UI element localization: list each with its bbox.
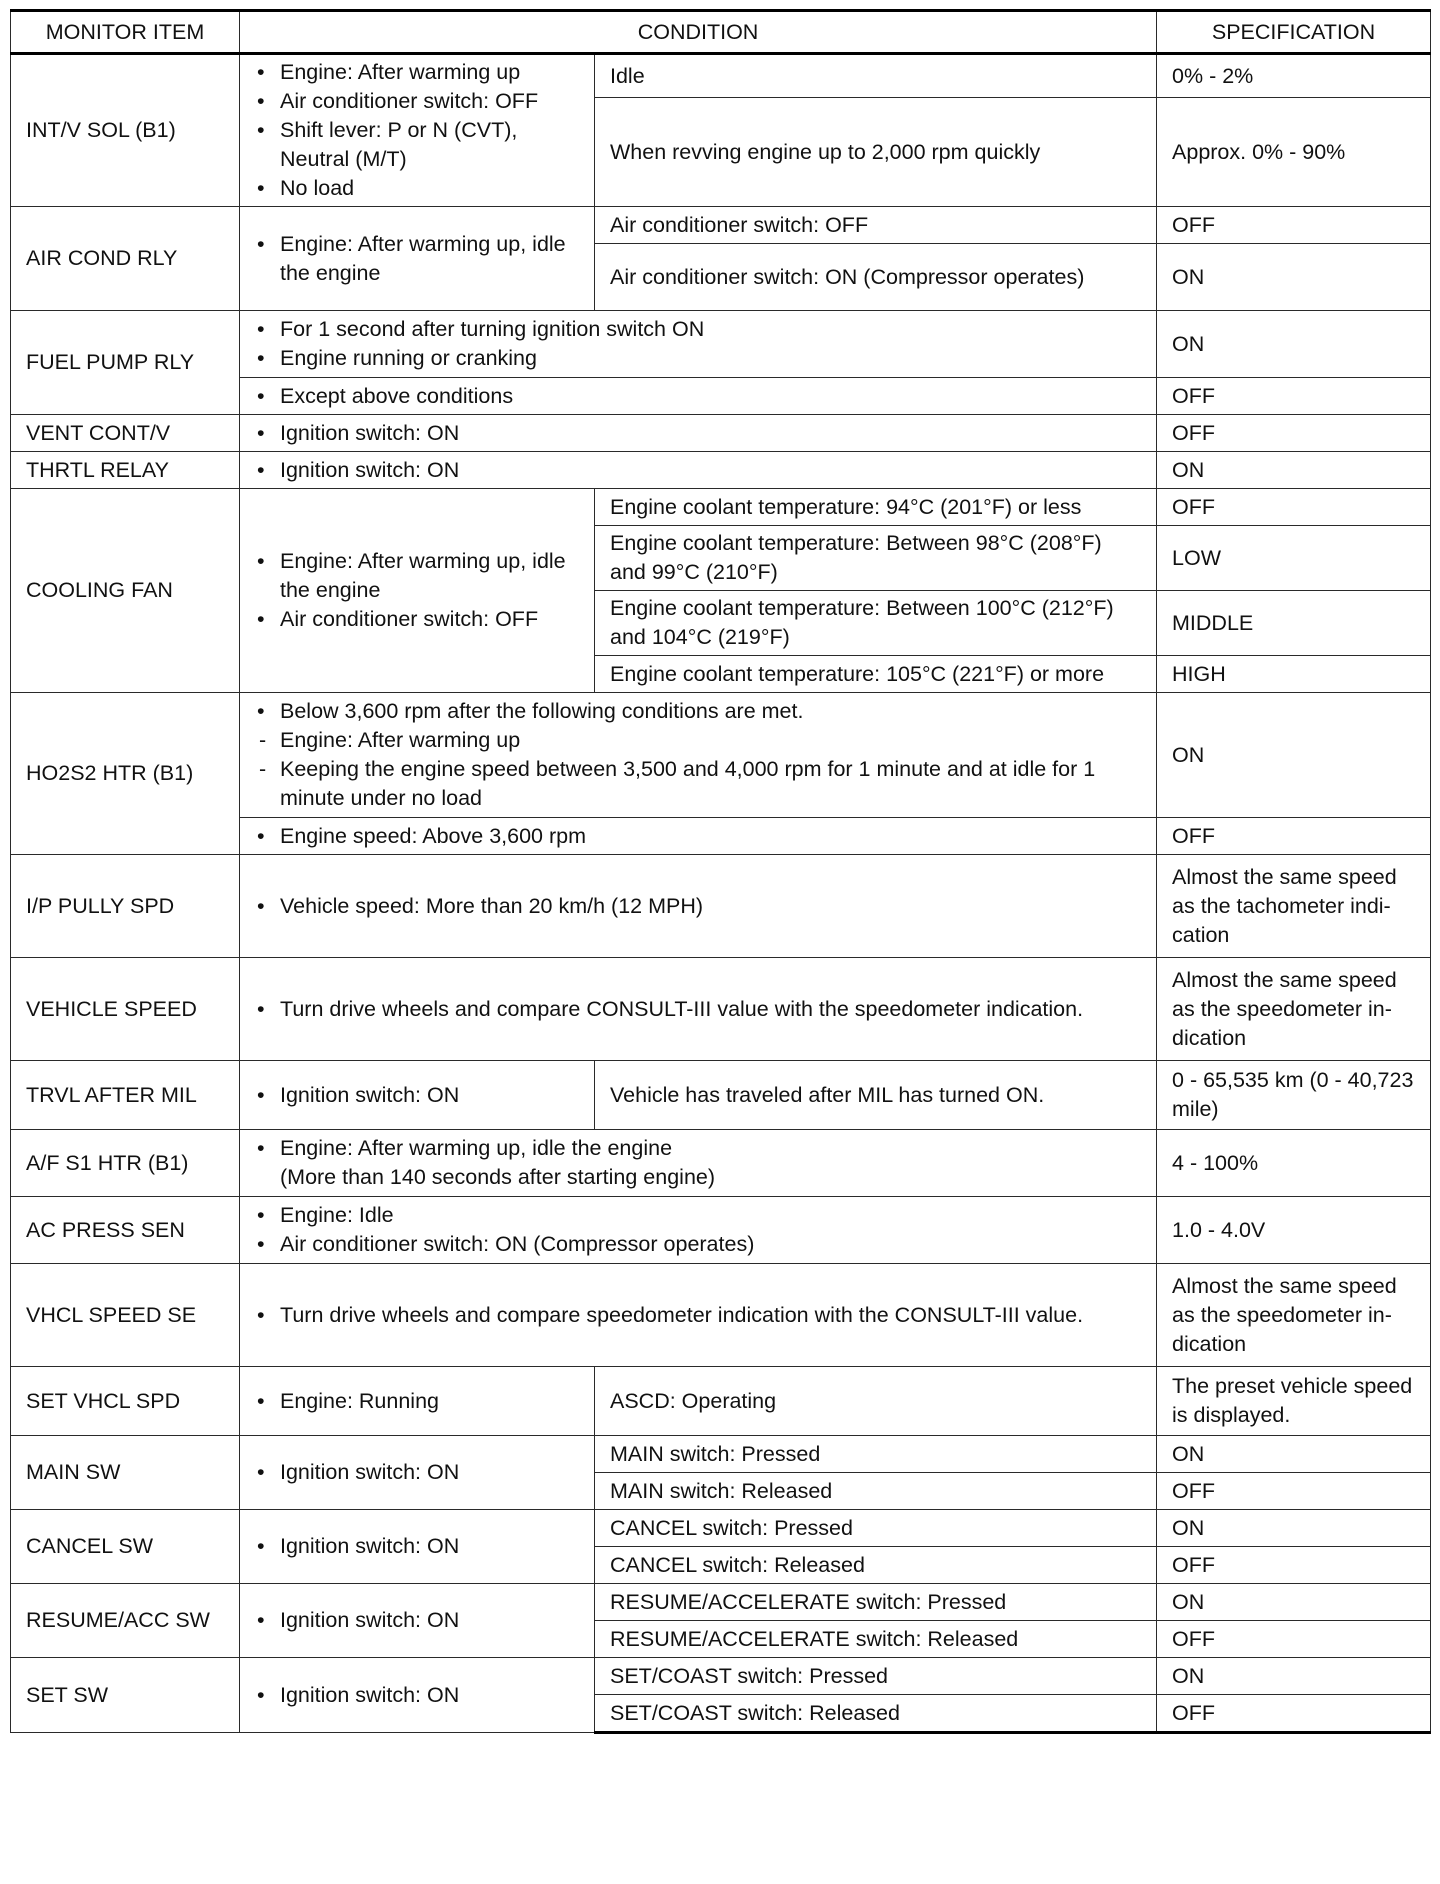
monitor-item-cell: SET SW	[11, 1658, 240, 1733]
condition-bullet: • Ignition switch: ON	[255, 1458, 579, 1487]
table-row	[11, 311, 1431, 378]
specification-cell: OFF	[1157, 818, 1431, 855]
table-row	[11, 415, 1431, 452]
table-row	[11, 1658, 1431, 1695]
specification-cell: The preset vehicle speed is displayed.	[1157, 1367, 1431, 1436]
condition-bullet: • Vehicle speed: More than 20 km/h (12 MPH)	[255, 892, 1141, 921]
specification-cell: OFF	[1157, 1695, 1431, 1733]
condition-bullet: • Except above conditions	[255, 382, 1141, 411]
condition-bullet: • Ignition switch: ON	[255, 1681, 579, 1710]
sub-condition-cell: ASCD: Operating	[595, 1367, 1157, 1436]
specification-cell: OFF	[1157, 378, 1431, 415]
sub-condition-cell: SET/COAST switch: Released	[595, 1695, 1157, 1733]
condition-bullet: • Turn drive wheels and compare speedometer indication with the CONSULT-III value.	[255, 1301, 1141, 1330]
table-row	[11, 1264, 1431, 1367]
condition-list	[255, 1606, 579, 1635]
sub-condition-cell: Engine coolant temperature: Between 100°C (212°F) and 104°C (219°F)	[595, 591, 1157, 656]
condition-cell	[240, 1436, 595, 1510]
condition-bullet: • Air conditioner switch: OFF	[255, 87, 579, 116]
specification-cell: ON	[1157, 1658, 1431, 1695]
monitor-item-cell: CANCEL SW	[11, 1510, 240, 1584]
condition-list	[255, 892, 1141, 921]
sub-condition-cell: Engine coolant temperature: 105°C (221°F) or more	[595, 656, 1157, 693]
condition-cell	[240, 54, 595, 207]
sub-condition-cell: RESUME/ACCELERATE switch: Released	[595, 1621, 1157, 1658]
specification-cell: Almost the same speed as the speedometer in-dication	[1157, 1264, 1431, 1367]
table-row	[11, 855, 1431, 958]
table-row	[11, 1061, 1431, 1130]
monitor-item-cell: HO2S2 HTR (B1)	[11, 693, 240, 855]
sub-condition-cell: CANCEL switch: Released	[595, 1547, 1157, 1584]
specification-cell: ON	[1157, 452, 1431, 489]
table-row	[11, 452, 1431, 489]
condition-bullet: • Below 3,600 rpm after the following conditions are met.	[255, 697, 1141, 726]
condition-cell	[240, 452, 1157, 489]
condition-list	[255, 1458, 579, 1487]
monitor-item-cell: VHCL SPEED SE	[11, 1264, 240, 1367]
condition-cell	[240, 1061, 595, 1130]
sub-condition-cell: MAIN switch: Released	[595, 1473, 1157, 1510]
condition-cell	[240, 1197, 1157, 1264]
monitor-item-cell: VEHICLE SPEED	[11, 958, 240, 1061]
sub-condition-cell: Air conditioner switch: ON (Compressor operates)	[595, 244, 1157, 311]
table-row	[11, 1436, 1431, 1473]
sub-condition-cell: Vehicle has traveled after MIL has turned ON.	[595, 1061, 1157, 1130]
condition-cell	[240, 1130, 1157, 1197]
condition-bullet: • Air conditioner switch: OFF	[255, 605, 579, 634]
condition-cell	[240, 489, 595, 693]
table-row	[11, 54, 1431, 98]
sub-condition-cell: Air conditioner switch: OFF	[595, 207, 1157, 244]
condition-bullet: • Engine: After warming up	[255, 58, 579, 87]
specification-cell: OFF	[1157, 207, 1431, 244]
condition-bullet: • Engine: Running	[255, 1387, 579, 1416]
sub-condition-cell: MAIN switch: Pressed	[595, 1436, 1157, 1473]
condition-cell	[240, 1510, 595, 1584]
condition-list	[255, 382, 1141, 411]
condition-bullet: • Engine: Idle	[255, 1201, 1141, 1230]
specification-cell: OFF	[1157, 415, 1431, 452]
monitor-item-cell: I/P PULLY SPD	[11, 855, 240, 958]
table-header-row	[11, 11, 1431, 54]
header-monitor-item: MONITOR ITEM	[11, 11, 240, 54]
specification-cell: ON	[1157, 1584, 1431, 1621]
condition-list	[255, 1532, 579, 1561]
table-row	[11, 1197, 1431, 1264]
specification-cell: 0% - 2%	[1157, 54, 1431, 98]
specification-cell: ON	[1157, 1510, 1431, 1547]
condition-cell	[240, 855, 1157, 958]
specification-cell: 1.0 - 4.0V	[1157, 1197, 1431, 1264]
condition-list	[255, 58, 579, 203]
specification-cell: ON	[1157, 244, 1431, 311]
specification-cell: 0 - 65,535 km (0 - 40,723 mile)	[1157, 1061, 1431, 1130]
header-condition: CONDITION	[240, 11, 1157, 54]
condition-bullet: • Engine: After warming up, idle the engine	[255, 547, 579, 605]
specification-cell: Almost the same speed as the speedometer in-dication	[1157, 958, 1431, 1061]
specification-cell: OFF	[1157, 1547, 1431, 1584]
condition-cell	[240, 1658, 595, 1733]
condition-list	[255, 230, 579, 288]
condition-bullet: • Ignition switch: ON	[255, 456, 1141, 485]
condition-bullet: • Ignition switch: ON	[255, 1606, 579, 1635]
condition-bullet: • Shift lever: P or N (CVT), Neutral (M/T)	[255, 116, 579, 174]
condition-list	[255, 547, 579, 634]
condition-bullet: • Ignition switch: ON	[255, 1532, 579, 1561]
monitor-spec-sheet	[10, 9, 1430, 1734]
sub-condition-cell: Idle	[595, 54, 1157, 98]
condition-cell	[240, 378, 1157, 415]
specification-cell: HIGH	[1157, 656, 1431, 693]
sub-condition-cell: Engine coolant temperature: Between 98°C (208°F) and 99°C (210°F)	[595, 526, 1157, 591]
specification-cell: ON	[1157, 693, 1431, 818]
condition-cell	[240, 207, 595, 311]
table-row	[11, 1130, 1431, 1197]
sub-condition-cell: RESUME/ACCELERATE switch: Pressed	[595, 1584, 1157, 1621]
condition-bullet: • Engine running or cranking	[255, 344, 1141, 373]
monitor-item-cell: VENT CONT/V	[11, 415, 240, 452]
condition-dash-item: - Engine: After warming up	[255, 726, 1141, 755]
condition-list	[255, 822, 1141, 851]
condition-list	[255, 1301, 1141, 1330]
specification-cell: 4 - 100%	[1157, 1130, 1431, 1197]
table-row	[11, 489, 1431, 526]
table-row	[11, 1584, 1431, 1621]
condition-list	[255, 456, 1141, 485]
condition-cell	[240, 415, 1157, 452]
specification-cell: ON	[1157, 1436, 1431, 1473]
table-row	[11, 1367, 1431, 1436]
header-specification: SPECIFICATION	[1157, 11, 1431, 54]
monitor-item-cell: COOLING FAN	[11, 489, 240, 693]
condition-bullet: • Engine: After warming up, idle the engine	[255, 1134, 1141, 1163]
table-row	[11, 958, 1431, 1061]
condition-list	[255, 1681, 579, 1710]
condition-list	[255, 1387, 579, 1416]
sub-condition-cell: When revving engine up to 2,000 rpm quickly	[595, 98, 1157, 207]
monitor-item-cell: THRTL RELAY	[11, 452, 240, 489]
condition-bullet: • Turn drive wheels and compare CONSULT-III value with the speedometer indication.	[255, 995, 1141, 1024]
condition-sub-list	[255, 726, 1141, 813]
condition-list	[255, 1201, 1141, 1259]
condition-bullet: • Ignition switch: ON	[255, 419, 1141, 448]
condition-cell	[240, 311, 1157, 378]
condition-bullet: • Engine speed: Above 3,600 rpm	[255, 822, 1141, 851]
monitor-item-cell: A/F S1 HTR (B1)	[11, 1130, 240, 1197]
condition-list	[255, 1081, 579, 1110]
specification-cell: OFF	[1157, 1473, 1431, 1510]
monitor-item-cell: INT/V SOL (B1)	[11, 54, 240, 207]
sub-condition-cell: Engine coolant temperature: 94°C (201°F) or less	[595, 489, 1157, 526]
specification-cell: OFF	[1157, 489, 1431, 526]
condition-bullet: • Engine: After warming up, idle the engine	[255, 230, 579, 288]
monitor-item-cell: MAIN SW	[11, 1436, 240, 1510]
condition-list	[255, 419, 1141, 448]
specification-cell: MIDDLE	[1157, 591, 1431, 656]
condition-cell	[240, 818, 1157, 855]
condition-bullet: • Air conditioner switch: ON (Compressor operates)	[255, 1230, 1141, 1259]
monitor-item-cell: AC PRESS SEN	[11, 1197, 240, 1264]
condition-cell	[240, 958, 1157, 1061]
specification-cell: ON	[1157, 311, 1431, 378]
monitor-item-cell: SET VHCL SPD	[11, 1367, 240, 1436]
monitor-item-cell: RESUME/ACC SW	[11, 1584, 240, 1658]
condition-list	[255, 995, 1141, 1024]
table-row	[11, 693, 1431, 818]
condition-dash-item: - Keeping the engine speed between 3,500 and 4,000 rpm for 1 minute and at idle for 1 minute under no load	[255, 755, 1141, 813]
specification-cell: Almost the same speed as the tachometer indi-cation	[1157, 855, 1431, 958]
condition-list	[255, 315, 1141, 373]
condition-list	[255, 697, 1141, 726]
specification-cell: OFF	[1157, 1621, 1431, 1658]
sub-condition-cell: CANCEL switch: Pressed	[595, 1510, 1157, 1547]
monitor-item-cell: AIR COND RLY	[11, 207, 240, 311]
condition-cell	[240, 1367, 595, 1436]
monitor-spec-table	[10, 9, 1431, 1734]
condition-cell	[240, 1264, 1157, 1367]
specification-cell: Approx. 0% - 90%	[1157, 98, 1431, 207]
monitor-item-cell: TRVL AFTER MIL	[11, 1061, 240, 1130]
condition-cell	[240, 693, 1157, 818]
specification-cell: LOW	[1157, 526, 1431, 591]
condition-bullet: • Ignition switch: ON	[255, 1081, 579, 1110]
condition-bullet: • For 1 second after turning ignition switch ON	[255, 315, 1141, 344]
table-row	[11, 1510, 1431, 1547]
condition-bullet: • No load	[255, 174, 579, 203]
condition-cell	[240, 1584, 595, 1658]
condition-list	[255, 1134, 1141, 1163]
sub-condition-cell: SET/COAST switch: Pressed	[595, 1658, 1157, 1695]
monitor-item-cell: FUEL PUMP RLY	[11, 311, 240, 415]
table-row	[11, 207, 1431, 244]
condition-note: (More than 140 seconds after starting engine)	[280, 1165, 716, 1189]
